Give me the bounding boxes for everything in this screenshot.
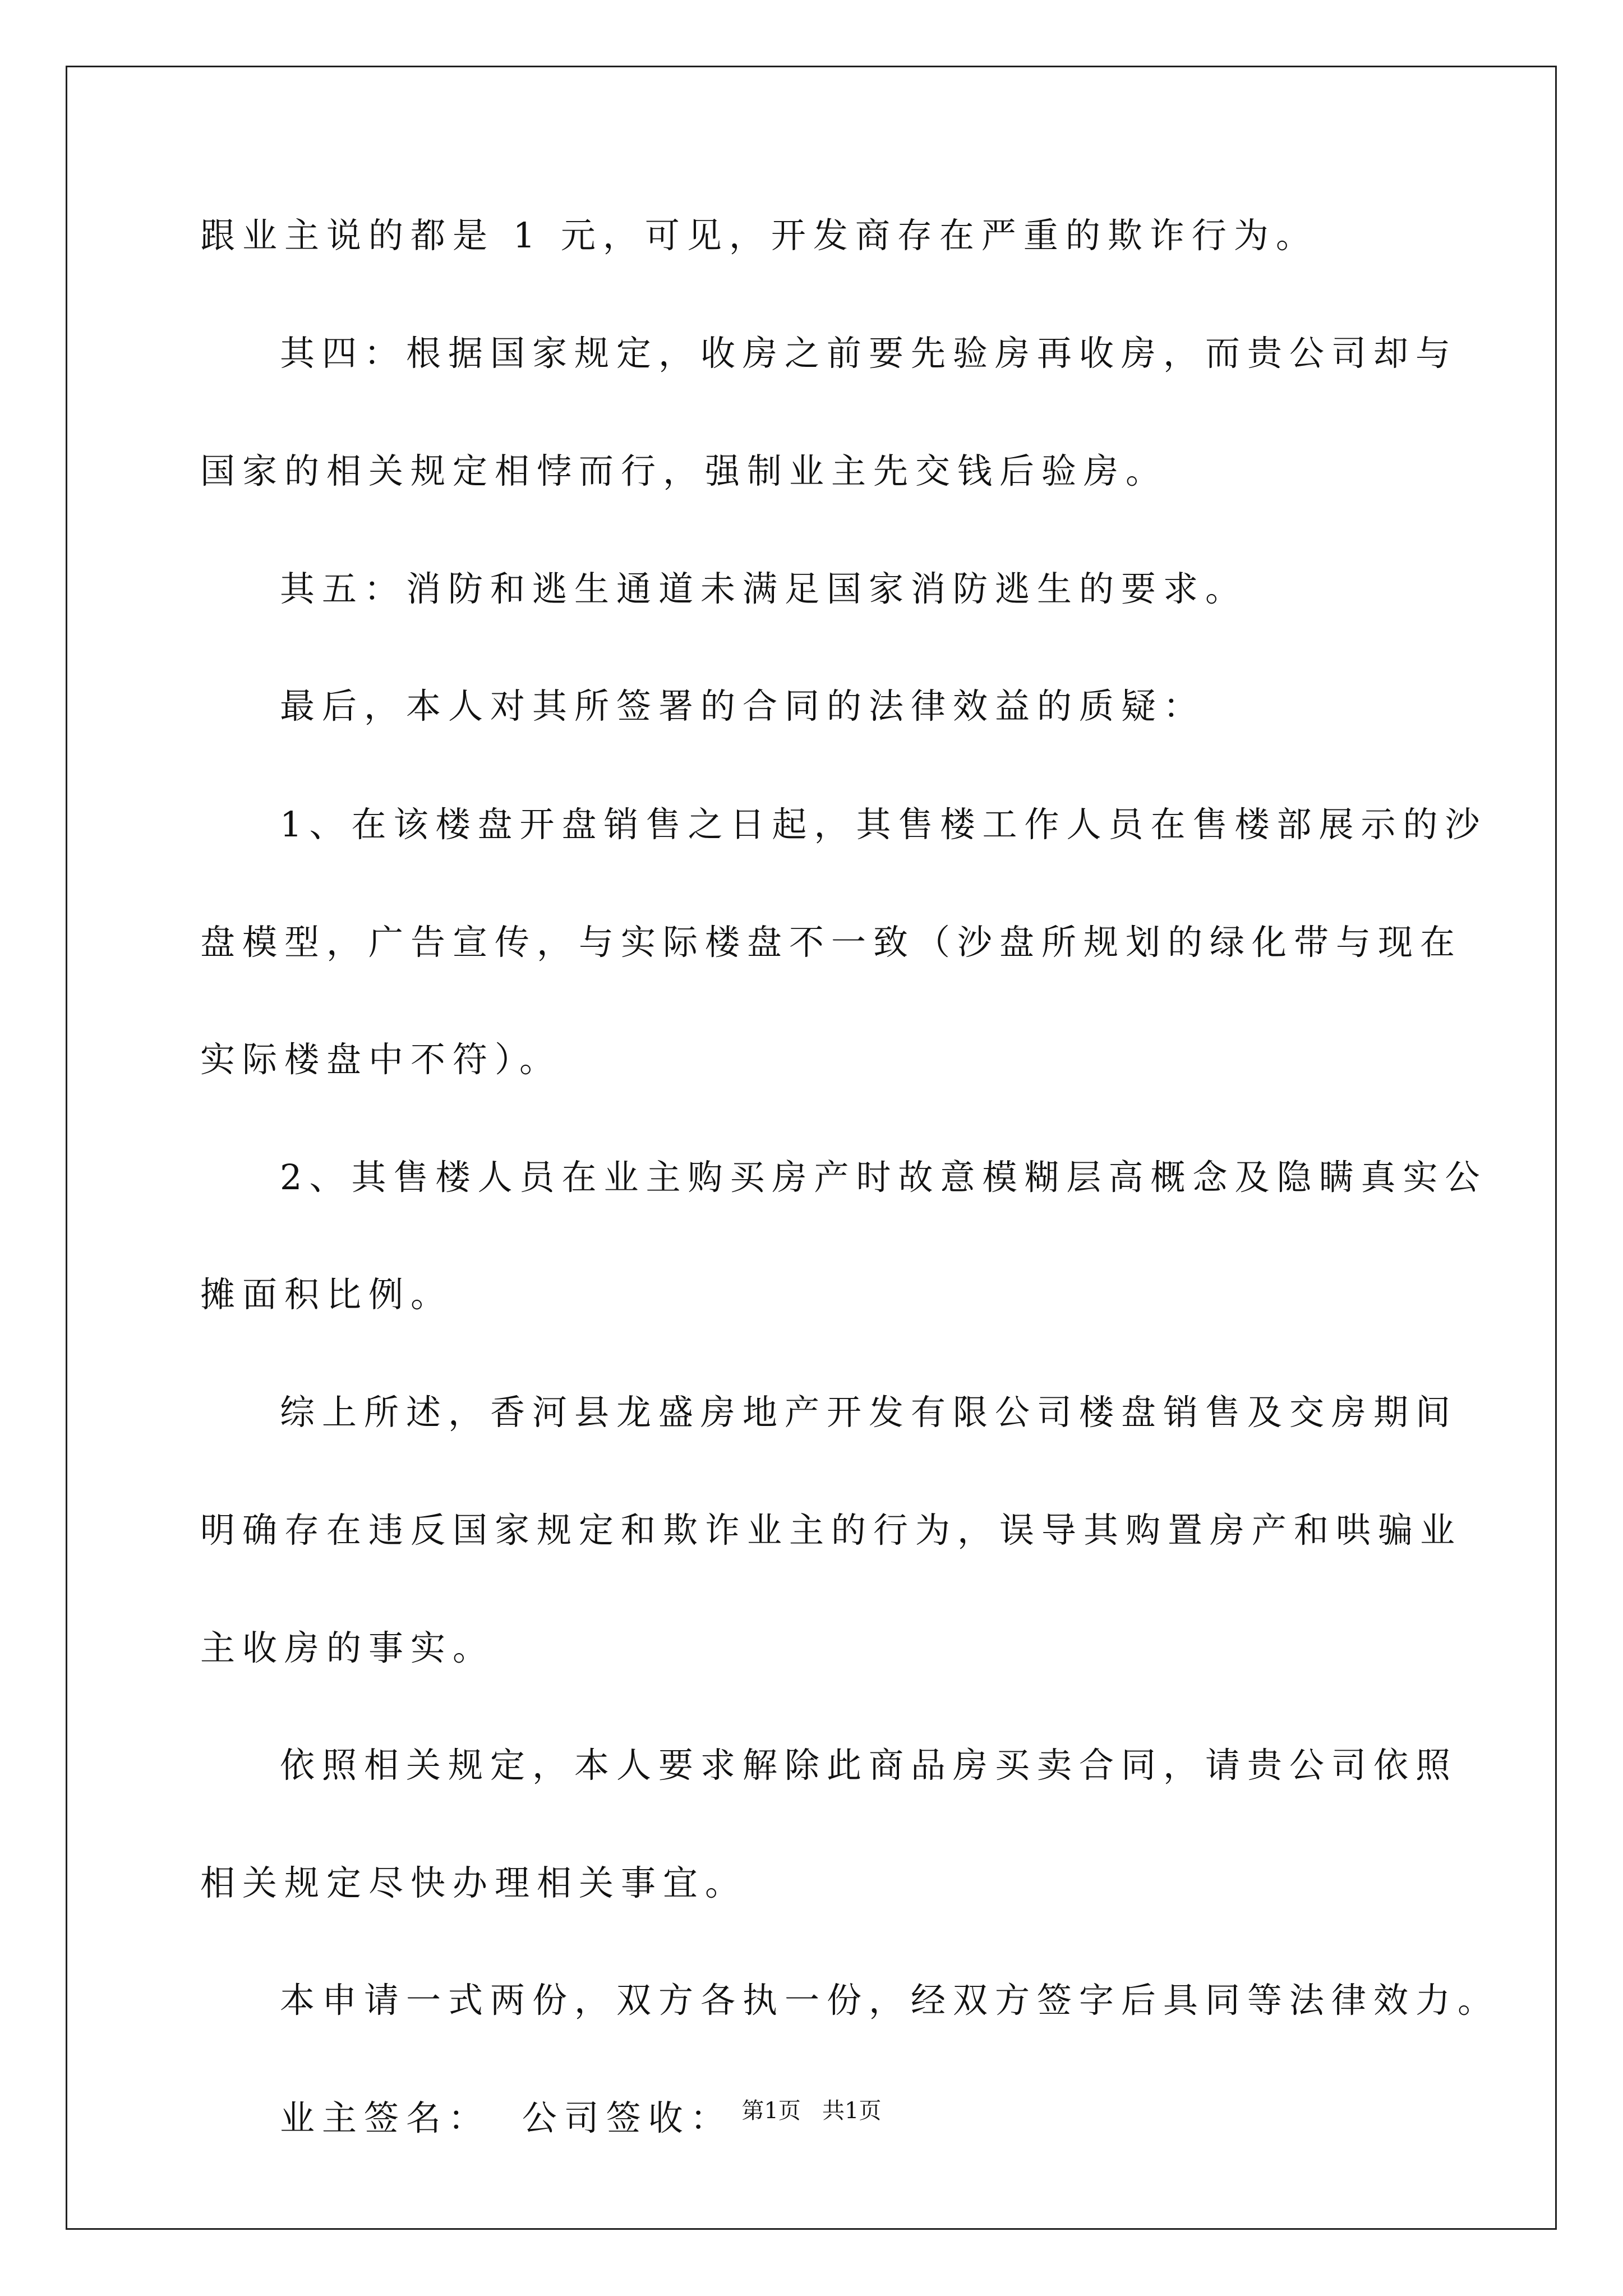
- paragraph-line-11: 综上所述，香河县龙盛房地产开发有限公司楼盘销售及交房期间: [280, 1392, 1458, 1433]
- page-number: 第1页 共1页: [741, 2098, 882, 2124]
- paragraph-line-15: 相关规定尽快办理相关事宜。: [200, 1862, 748, 1903]
- paragraph-line-14: 依照相关规定，本人要求解除此商品房买卖合同，请贵公司依照: [280, 1745, 1458, 1786]
- paragraph-line-9: 2、其售楼人员在业主购买房产时故意模糊层高概念及隐瞒真实公: [280, 1157, 1487, 1198]
- paragraph-line-10: 摊面积比例。: [200, 1274, 453, 1315]
- paragraph-line-3: 国家的相关规定相悖而行，强制业主先交钱后验房。: [200, 450, 1168, 491]
- paragraph-line-13: 主收房的事实。: [200, 1627, 495, 1668]
- paragraph-line-5: 最后，本人对其所签署的合同的法律效益的质疑：: [280, 685, 1206, 726]
- signature-line: 业主签名： 公司签收：: [280, 2097, 732, 2138]
- paragraph-line-7: 盘模型，广告宣传，与实际楼盘不一致（沙盘所规划的绿化带与现在: [200, 922, 1463, 963]
- paragraph-line-6: 1、在该楼盘开盘销售之日起，其售楼工作人员在售楼部展示的沙: [280, 804, 1487, 845]
- paragraph-line-8: 实际楼盘中不符）。: [200, 1039, 562, 1080]
- paragraph-line-1: 跟业主说的都是 1 元，可见，开发商存在严重的欺诈行为。: [200, 215, 1318, 256]
- paragraph-line-2: 其四：根据国家规定，收房之前要先验房再收房，而贵公司却与: [280, 333, 1458, 374]
- paragraph-line-16: 本申请一式两份，双方各执一份，经双方签字后具同等法律效力。: [280, 1980, 1500, 2021]
- paragraph-line-12: 明确存在违反国家规定和欺诈业主的行为，误导其购置房产和哄骗业: [200, 1510, 1463, 1550]
- paragraph-line-4: 其五：消防和逃生通道未满足国家消防逃生的要求。: [280, 568, 1248, 609]
